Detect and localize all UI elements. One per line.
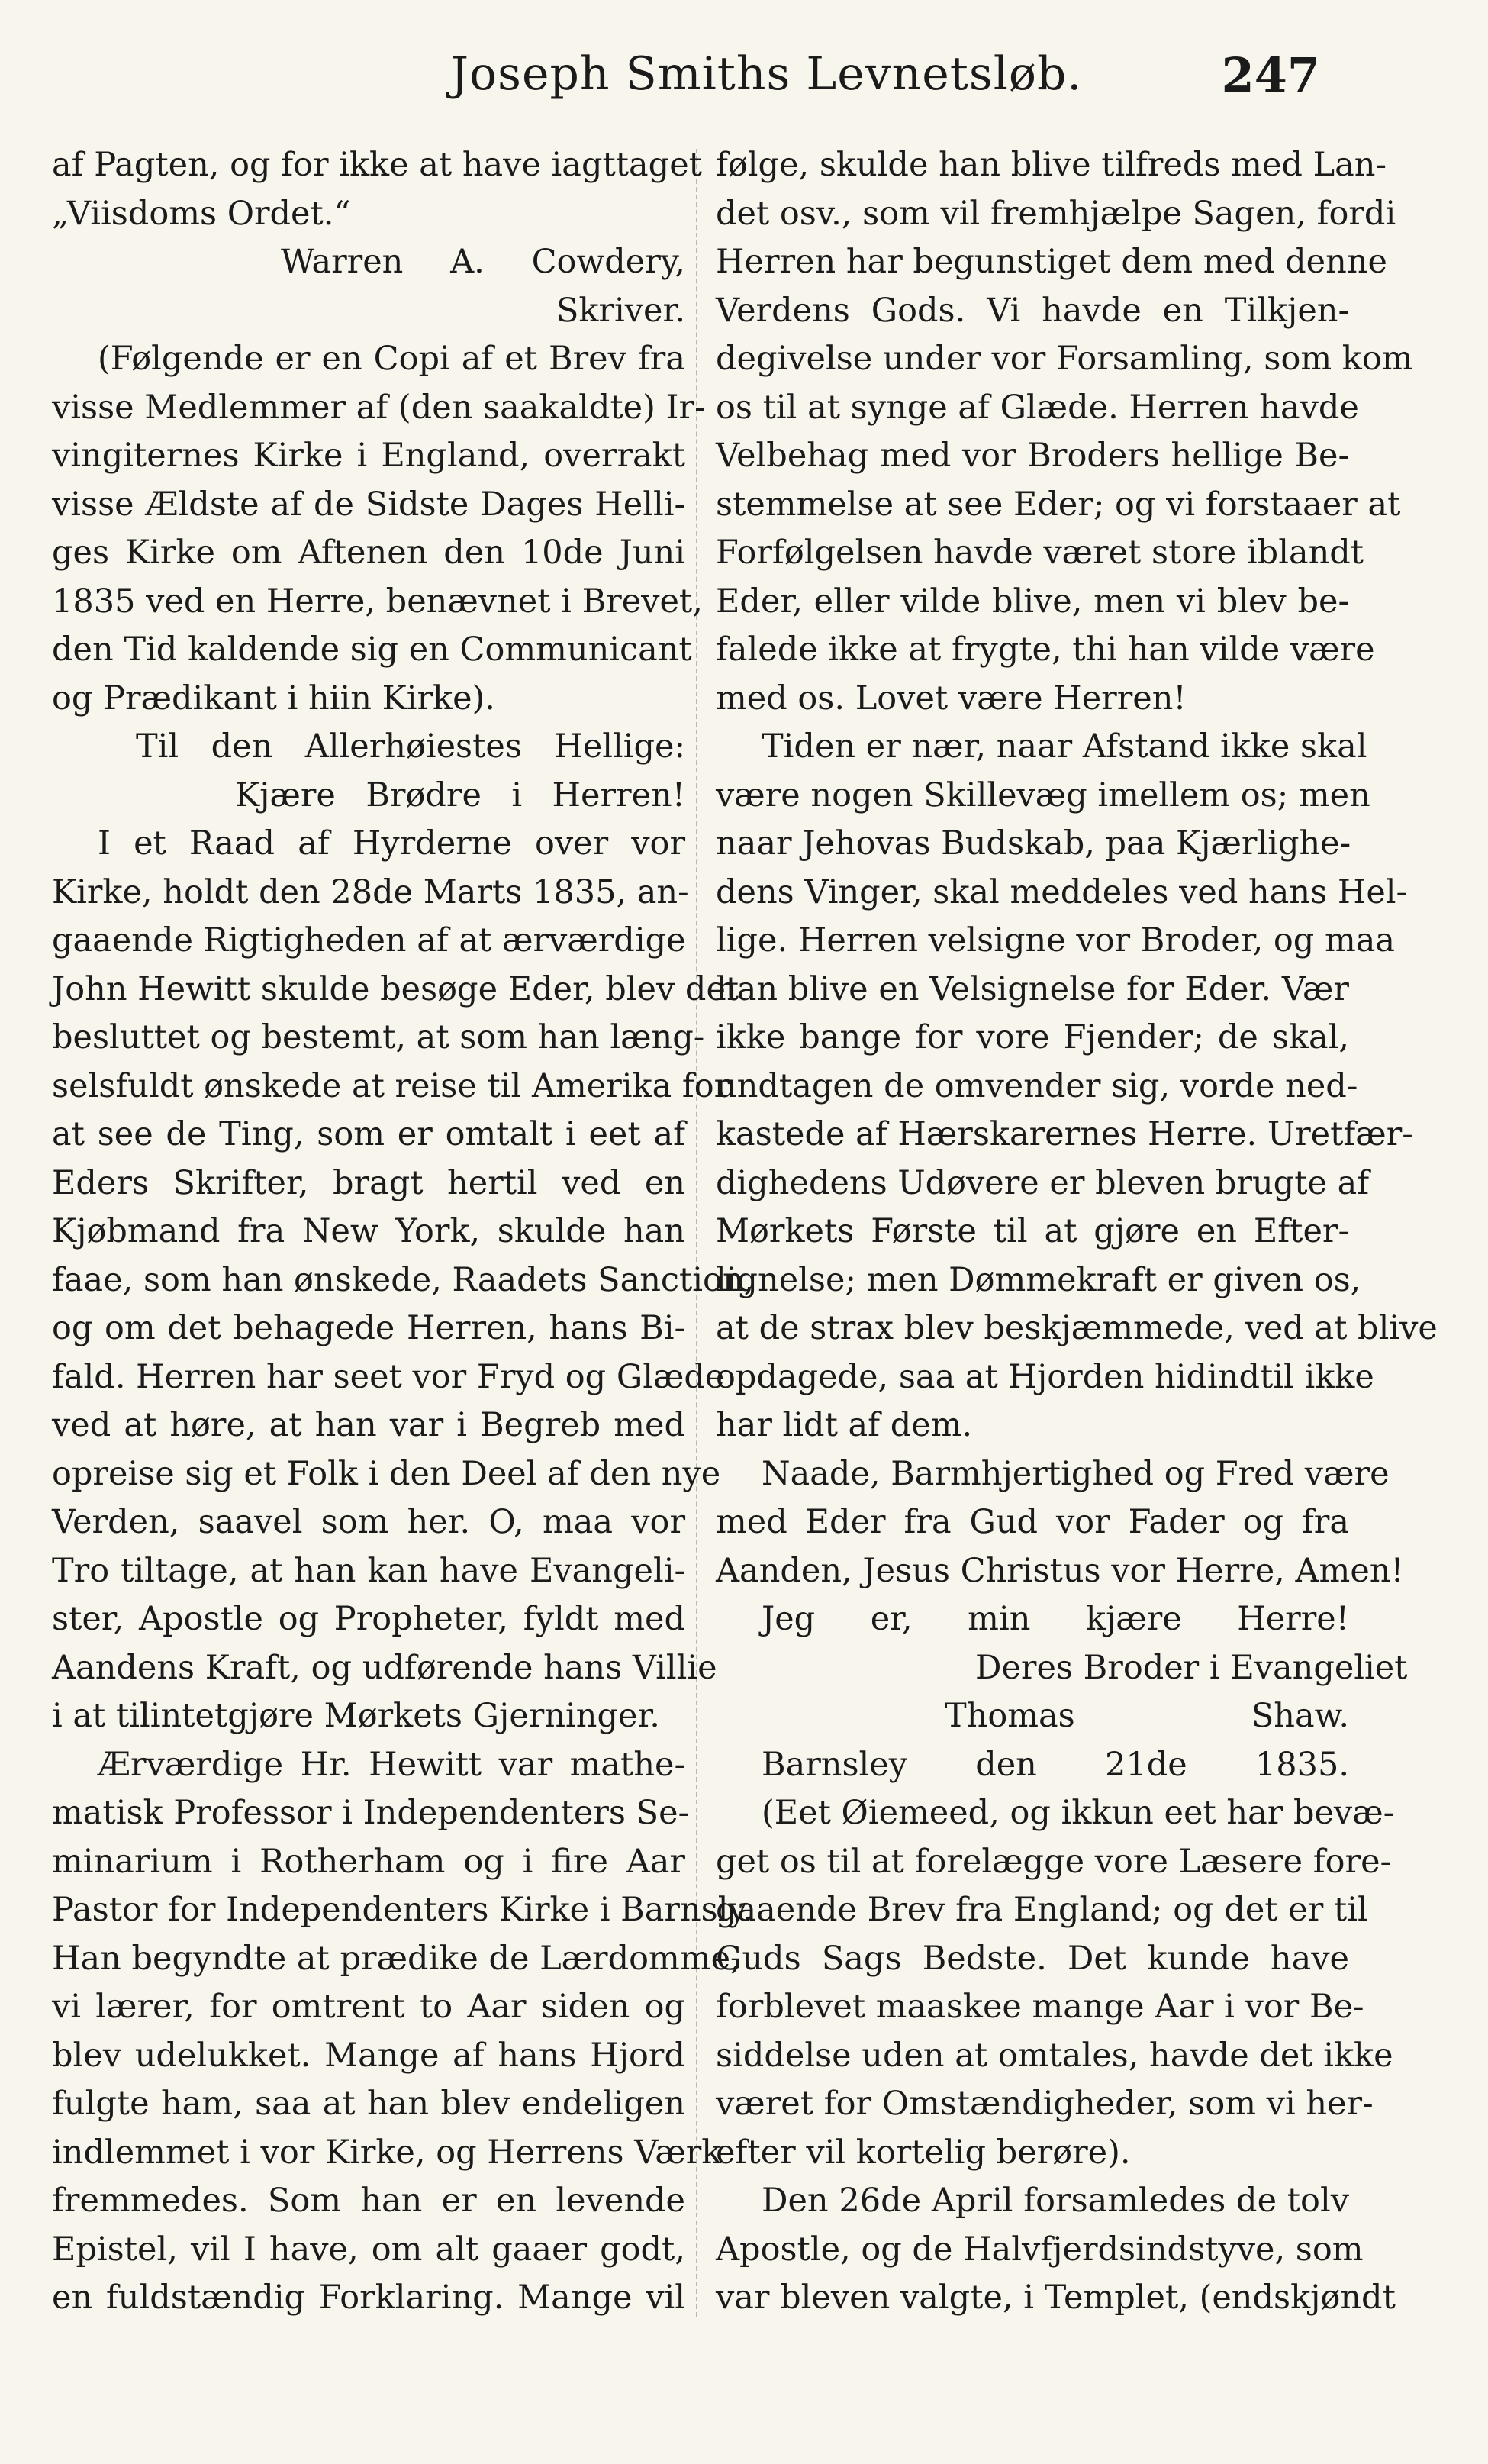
text-line: Jeg er, min kjære Herre! bbox=[762, 1600, 1349, 1638]
text-line: forblevet maaskee mange Aar i vor Be- bbox=[716, 1988, 1364, 2026]
text-line: følge, skulde han blive tilfreds med Lan- bbox=[716, 146, 1387, 184]
text-line: vingiternes Kirke i England, overrakt bbox=[52, 437, 685, 475]
text-line: Barnsley den 21de 1835. bbox=[762, 1745, 1349, 1784]
text-line: været for Omstændigheder, som vi her- bbox=[716, 2085, 1374, 2123]
text-line: det osv., som vil fremhjælpe Sagen, fordi bbox=[716, 194, 1396, 233]
page-header bbox=[450, 47, 1320, 116]
text-line: i at tilintetgjøre Mørkets Gjerninger. bbox=[52, 1697, 660, 1735]
text-line: falede ikke at frygte, thi han vilde være bbox=[716, 631, 1375, 669]
text-line: os til at synge af Glæde. Herren havde bbox=[716, 388, 1359, 427]
text-line: han blive en Velsignelse for Eder. Vær bbox=[716, 969, 1349, 1008]
text-line: fremmedes. Som han er en levende bbox=[52, 2182, 685, 2220]
text-line: Tiden er nær, naar Afstand ikke skal bbox=[762, 727, 1367, 766]
text-line: ster, Apostle og Propheter, fyldt med bbox=[52, 1600, 685, 1638]
text-line: visse Ældste af de Sidste Dages Helli- bbox=[52, 485, 685, 524]
text-line: Kjære Brødre i Herren! bbox=[235, 776, 685, 814]
text-line: med Eder fra Gud vor Fader og fra bbox=[716, 1503, 1349, 1541]
text-line: siddelse uden at omtales, havde det ikke bbox=[716, 2036, 1393, 2075]
text-line: faae, som han ønskede, Raadets Sanction, bbox=[52, 1260, 755, 1299]
text-line: Den 26de April forsamledes de tolv bbox=[762, 2182, 1349, 2220]
text-line: Aandens Kraft, og udførende hans Villie bbox=[52, 1648, 717, 1687]
text-line: Mørkets Første til at gjøre en Efter- bbox=[716, 1212, 1349, 1250]
text-line: og om det behagede Herren, hans Bi- bbox=[52, 1309, 685, 1347]
text-line: ikke bange for vore Fjender; de skal, bbox=[716, 1018, 1349, 1056]
left-column bbox=[52, 141, 755, 2323]
text-line: Velbehag med vor Broders hellige Be- bbox=[716, 437, 1349, 475]
text-line: selsfuldt ønskede at reise til Amerika for bbox=[52, 1066, 730, 1105]
text-line: get os til at forelægge vore Læsere fore- bbox=[716, 1842, 1392, 1881]
text-line: I et Raad af Hyrderne over vor bbox=[98, 824, 685, 863]
text-line: Warren A. Cowdery, bbox=[281, 243, 685, 281]
text-line: fald. Herren har seet vor Fryd og Glæde bbox=[52, 1357, 725, 1396]
text-line: „Viisdoms Ordet.“ bbox=[52, 194, 351, 233]
text-line: naar Jehovas Budskab, paa Kjærlighe- bbox=[716, 824, 1351, 863]
text-line: Pastor for Independenters Kirke i Barnsly. bbox=[52, 1891, 753, 1929]
text-line: var bleven valgte, i Templet, (endskjøndt bbox=[716, 2279, 1396, 2317]
text-line: minarium i Rotherham og i fire Aar bbox=[52, 1842, 685, 1881]
text-line: efter vil kortelig berøre). bbox=[716, 2133, 1131, 2172]
column-divider bbox=[696, 149, 697, 2317]
text-line: en fuldstændig Forklaring. Mange vil bbox=[52, 2279, 685, 2317]
text-line: Kirke, holdt den 28de Marts 1835, an- bbox=[52, 872, 689, 911]
text-line: Kjøbmand fra New York, skulde han bbox=[52, 1212, 685, 1250]
text-line: Aanden, Jesus Christus vor Herre, Amen! bbox=[716, 1551, 1404, 1590]
text-line: fulgte ham, saa at han blev endeligen bbox=[52, 2085, 685, 2123]
text-line: Skriver. bbox=[556, 291, 685, 330]
text-line: har lidt af dem. bbox=[716, 1406, 973, 1444]
text-line: Ærværdige Hr. Hewitt var mathe- bbox=[98, 1745, 685, 1784]
text-line: den Tid kaldende sig en Communicant bbox=[52, 631, 692, 669]
text-line: matisk Professor i Independenters Se- bbox=[52, 1794, 690, 1832]
text-line: og Prædikant i hiin Kirke). bbox=[52, 679, 495, 718]
text-line: dens Vinger, skal meddeles ved hans Hel- bbox=[716, 872, 1408, 911]
text-line: indlemmet i vor Kirke, og Herrens Værk bbox=[52, 2133, 722, 2172]
text-line: Thomas Shaw. bbox=[945, 1697, 1349, 1735]
text-line: (Følgende er en Copi af et Brev fra bbox=[98, 340, 685, 378]
text-line: lige. Herren velsigne vor Broder, og maa bbox=[716, 921, 1396, 959]
text-line: Epistel, vil I have, om alt gaaer godt, bbox=[52, 2230, 685, 2269]
text-line: med os. Lovet være Herren! bbox=[716, 679, 1187, 718]
text-line: Eders Skrifter, bragt hertil ved en bbox=[52, 1163, 685, 1202]
text-line: gaaende Brev fra England; og det er til bbox=[716, 1891, 1368, 1929]
text-line: Tro tiltage, at han kan have Evangeli- bbox=[52, 1551, 685, 1590]
text-line: opreise sig et Folk i den Deel af den nye bbox=[52, 1454, 721, 1493]
text-line: Deres Broder i Evangeliet bbox=[975, 1648, 1408, 1687]
text-line: undtagen de omvender sig, vorde ned- bbox=[716, 1066, 1358, 1105]
text-line: stemmelse at see Eder; og vi forstaaer at bbox=[716, 485, 1401, 524]
text-line: være nogen Skillevæg imellem os; men bbox=[716, 776, 1370, 814]
text-line: John Hewitt skulde besøge Eder, blev det bbox=[52, 969, 739, 1008]
text-line: at see de Ting, som er omtalt i eet af bbox=[52, 1115, 685, 1153]
text-line: Verdens Gods. Vi havde en Tilkjen- bbox=[716, 291, 1349, 330]
text-line: dighedens Udøvere er bleven brugte af bbox=[716, 1163, 1370, 1202]
text-line: besluttet og bestemt, at som han læng- bbox=[52, 1018, 705, 1056]
text-line: visse Medlemmer af (den saakaldte) Ir- bbox=[52, 388, 706, 427]
text-line: Verden, saavel som her. O, maa vor bbox=[52, 1503, 685, 1541]
text-line: Forfølgelsen havde været store iblandt bbox=[716, 534, 1364, 572]
text-line: lignelse; men Dømmekraft er given os, bbox=[716, 1260, 1361, 1299]
text-line: degivelse under vor Forsamling, som kom bbox=[716, 340, 1413, 378]
text-line: vi lærer, for omtrent to Aar siden og bbox=[52, 1988, 685, 2026]
text-line: 1835 ved en Herre, benævnet i Brevet, bbox=[52, 582, 703, 621]
text-line: Apostle, og de Halvfjerdsindstyve, som bbox=[716, 2230, 1364, 2269]
text-line: at de strax blev beskjæmmede, ved at blive bbox=[716, 1309, 1438, 1347]
text-line: af Pagten, og for ikke at have iagttaget bbox=[52, 146, 702, 184]
text-line: Til den Allerhøiestes Hellige: bbox=[136, 727, 685, 766]
text-line: blev udelukket. Mange af hans Hjord bbox=[52, 2036, 685, 2075]
text-line: Han begyndte at prædike de Lærdomme, bbox=[52, 1939, 741, 1978]
text-line: kastede af Hærskarernes Herre. Uretfær- bbox=[716, 1115, 1413, 1153]
right-column bbox=[716, 141, 1438, 2323]
text-line: (Eet Øiemeed, og ikkun eet har bevæ- bbox=[762, 1794, 1395, 1832]
text-line: Naade, Barmhjertighed og Fred være bbox=[762, 1454, 1390, 1493]
running-title: Joseph Smiths Levnetsløb. bbox=[450, 47, 1083, 101]
text-line: opdagede, saa at Hjorden hidindtil ikke bbox=[716, 1357, 1374, 1396]
text-line: ges Kirke om Aftenen den 10de Juni bbox=[52, 534, 685, 572]
text-line: ved at høre, at han var i Begreb med bbox=[52, 1406, 685, 1444]
text-line: gaaende Rigtigheden af at ærværdige bbox=[52, 921, 686, 959]
text-line: Herren har begunstiget dem med denne bbox=[716, 243, 1387, 281]
text-line: Guds Sags Bedste. Det kunde have bbox=[716, 1939, 1349, 1978]
text-line: Eder, eller vilde blive, men vi blev be- bbox=[716, 582, 1349, 621]
page-number: 247 bbox=[1221, 47, 1320, 103]
